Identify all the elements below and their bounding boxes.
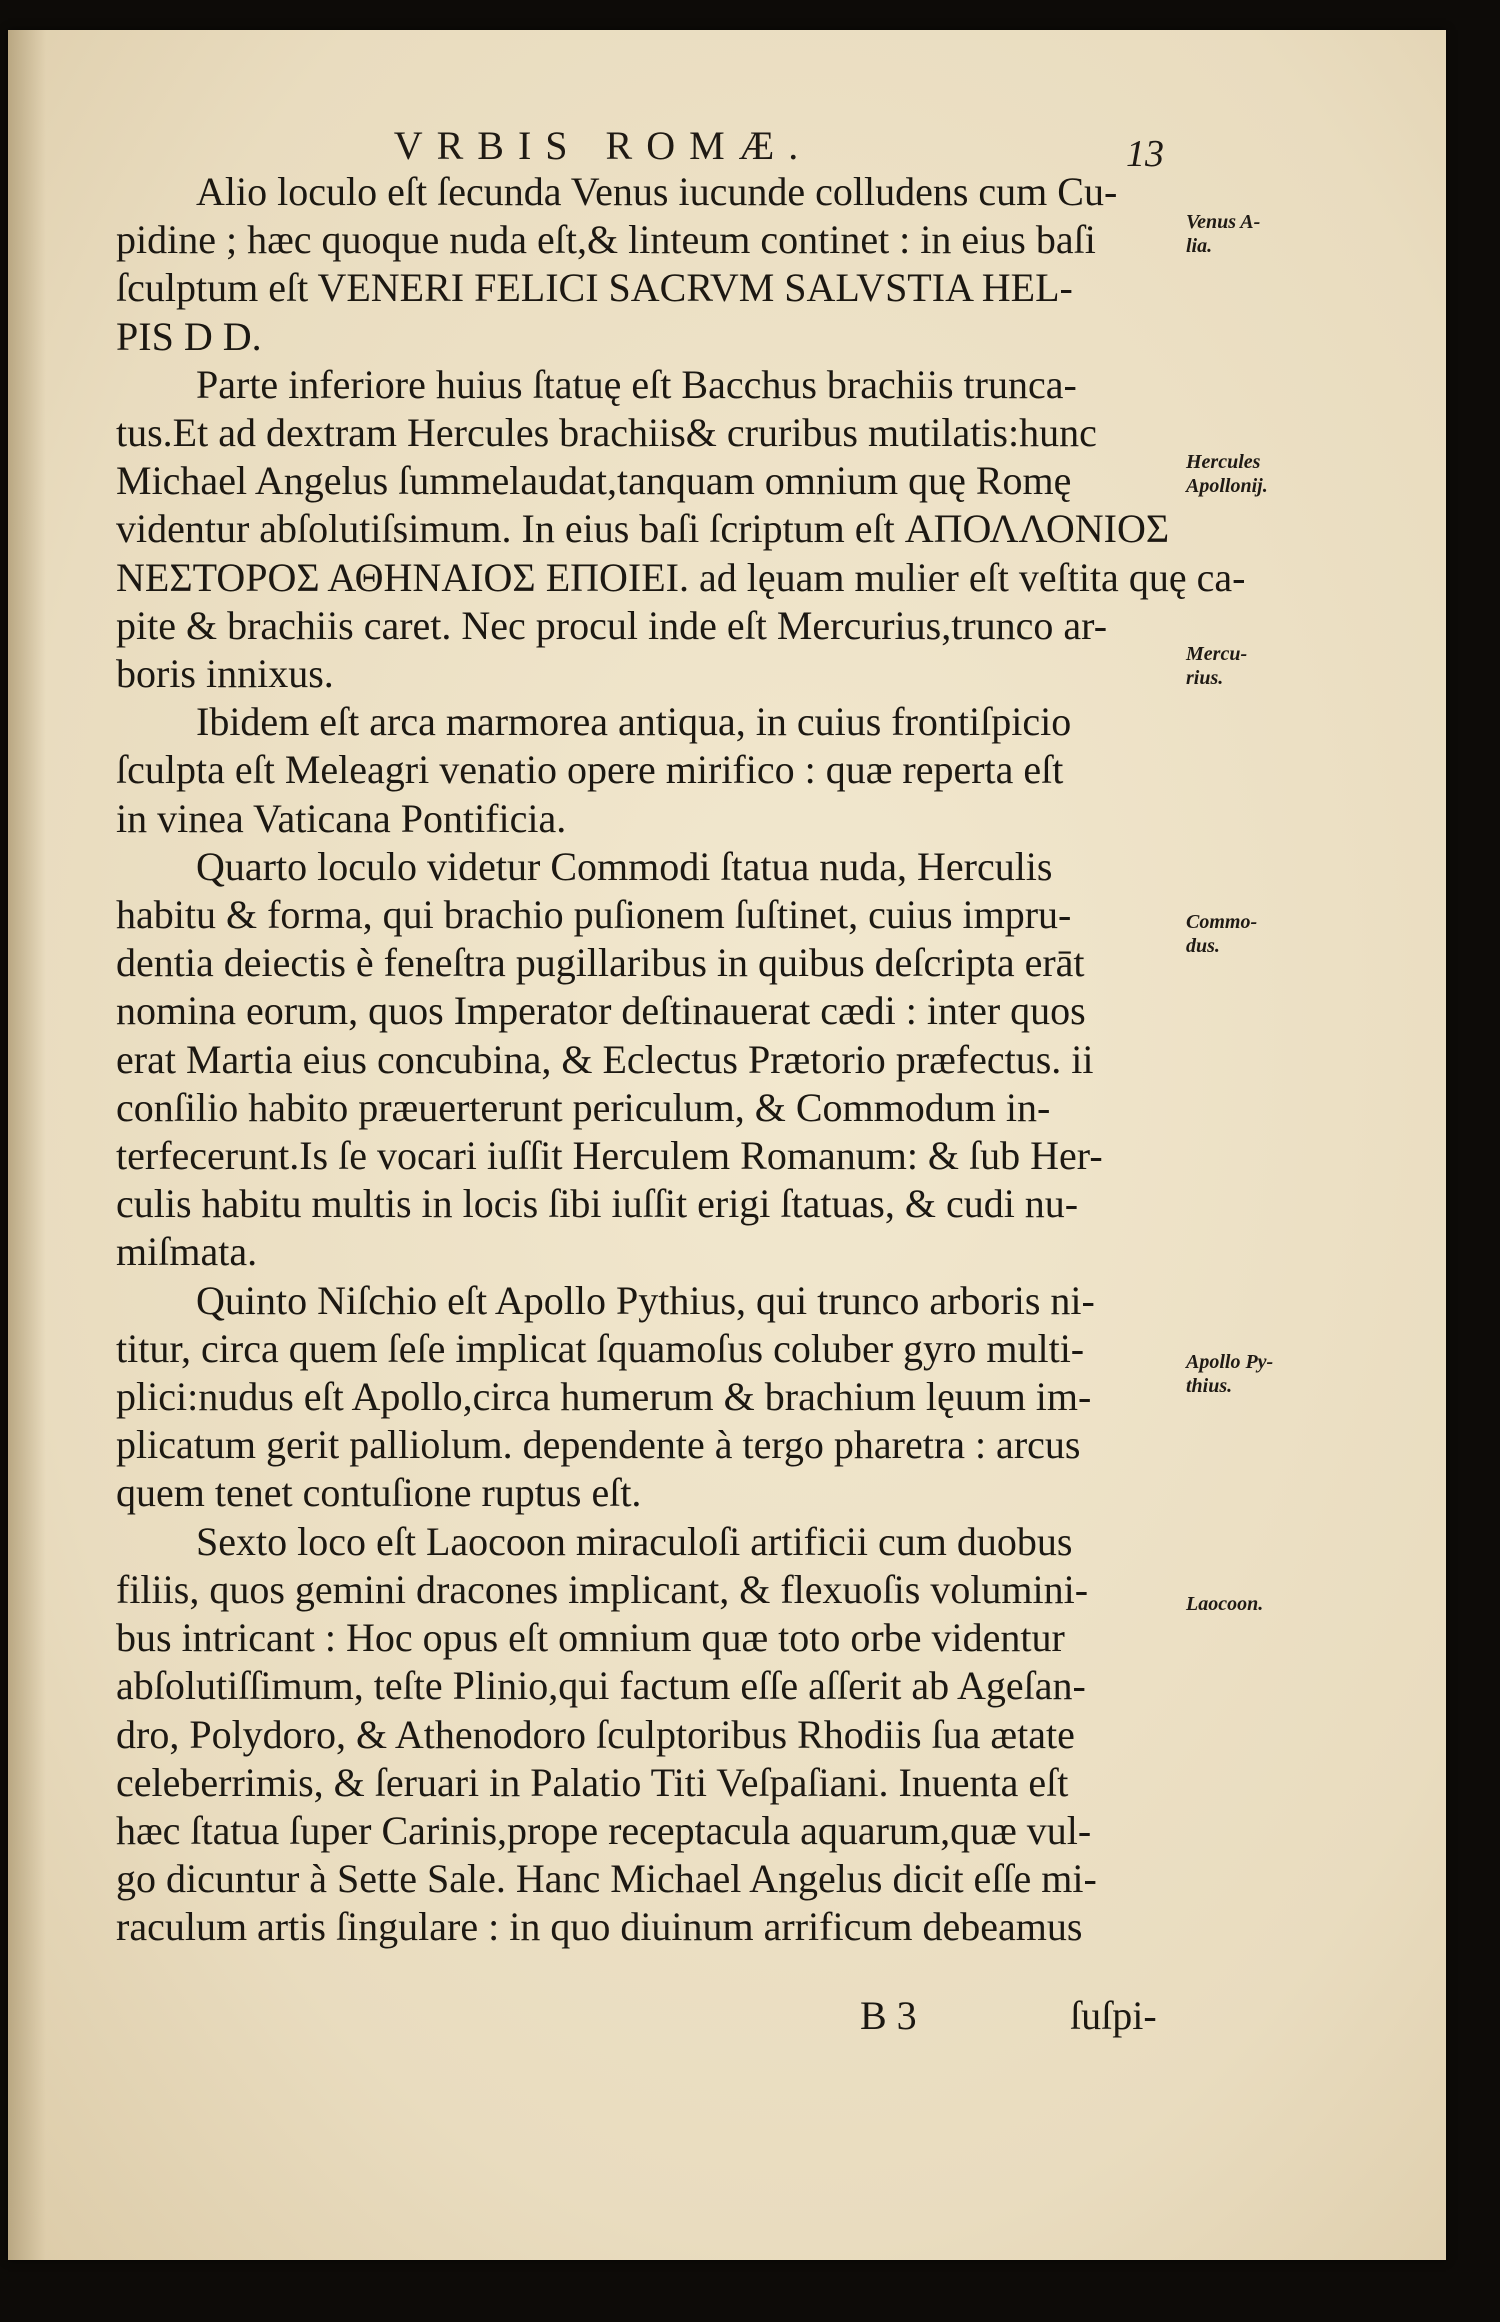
text-line: pidine ; hæc quoque nuda eſt,& linteum continet : in eius baſi <box>116 217 1096 263</box>
text-line: go dicuntur à Sette Sale. Hanc Michael Angelus dicit eſſe mi- <box>116 1856 1097 1902</box>
text-line: celeberrimis, & ſeruari in Palatio Titi Veſpaſiani. Inuenta eſt <box>116 1759 1069 1805</box>
text-line: ſculptum eſt VENERI FELICI SACRVM SALVSTIA HEL- <box>116 265 1073 311</box>
text-line: quem tenet contuſione ruptus eſt. <box>116 1470 642 1516</box>
text-line: ſculpta eſt Meleagri venatio opere mirifico : quæ reperta eſt <box>116 747 1064 793</box>
text-line: ΝΕΣΤΟΡΟΣ ΑΘΗΝΑΙΟΣ ΕΠΟΙΕΙ. ad lęuam mulier eſt veſtita quę ca- <box>116 554 1246 600</box>
margin-note-venus: Venus A- lia. <box>1186 211 1261 257</box>
text-line: raculum artis ſingulare : in quo diuinum arrificum debeamus <box>116 1904 1083 1950</box>
signature-mark: B 3 <box>860 1993 917 2038</box>
text-line: terfecerunt.Is ſe vocari iuſſit Herculem Romanum: & ſub Her- <box>116 1133 1103 1179</box>
text-line: dentia deiectis è feneſtra pugillaribus in quibus deſcripta erāt <box>116 940 1085 986</box>
text-line: Michael Angelus ſummelaudat,tanquam omnium quę Romę <box>116 458 1072 504</box>
text-line: Alio loculo eſt ſecunda Venus iucunde colludens cum Cu- <box>196 169 1118 214</box>
paragraph-laocoon <box>116 1518 1178 1952</box>
text-line: nomina eorum, quos Imperator deſtinauerat cædi : inter quos <box>116 988 1086 1034</box>
text-line: Parte inferiore huius ſtatuę eſt Bacchus brachiis trunca- <box>196 361 1077 407</box>
text-line: hæc ſtatua ſuper Carinis,prope receptacula aquarum,quæ vul- <box>116 1807 1092 1853</box>
text-line: bus intricant : Hoc opus eſt omnium quæ toto orbe videntur <box>116 1615 1065 1661</box>
book-page <box>8 30 1446 2260</box>
text-line: abſolutiſſimum, teſte Plinio,qui factum eſſe aſſerit ab Ageſan- <box>116 1663 1086 1709</box>
text-line: pite & brachiis caret. Nec procul inde eſt Mercurius,trunco ar- <box>116 602 1108 648</box>
text-line: plici:nudus eſt Apollo,circa humerum & brachium lęuum im- <box>116 1374 1092 1420</box>
margin-note-laocoon: Laocoon. <box>1186 1593 1264 1615</box>
text-line: Sexto loco eſt Laocoon miraculoſi artificii cum duobus <box>196 1518 1073 1564</box>
paragraph-venus <box>116 168 1178 361</box>
text-line: boris innixus. <box>116 651 334 697</box>
text-line: Quinto Niſchio eſt Apollo Pythius, qui trunco arboris ni- <box>196 1277 1095 1323</box>
margin-note-apollo-pythius: Apollo Py- thius. <box>1186 1351 1274 1397</box>
running-head: VRBIS ROMÆ. <box>393 123 813 168</box>
margin-note-hercules: Hercules Apollonij. <box>1186 451 1268 497</box>
catchword: ſuſpi- <box>1070 1993 1157 2038</box>
text-line: Quarto loculo videtur Commodi ſtatua nuda, Herculis <box>196 843 1053 889</box>
text-line: conſilio habito præuerterunt periculum, & Commodum in- <box>116 1084 1051 1130</box>
folio-number: 13 <box>1126 133 1164 175</box>
paragraph-meleager <box>116 698 1178 843</box>
text-line: videntur abſolutiſsimum. In eius baſi ſcriptum eſt ΑΠΟΛΛΟΝΙΟΣ <box>116 506 1170 552</box>
paragraph-apollo-pythius <box>116 1277 1178 1518</box>
text-line: dro, Polydoro, & Athenodoro ſculptoribus Rhodiis ſua ætate <box>116 1711 1075 1757</box>
text-line: erat Martia eius concubina, & Eclectus Prætorio præfectus. ii <box>116 1036 1094 1082</box>
text-line: miſmata. <box>116 1229 258 1275</box>
text-line: in vinea Vaticana Pontificia. <box>116 795 567 841</box>
text-line: filiis, quos gemini dracones implicant, & flexuoſis volumini- <box>116 1566 1089 1612</box>
text-line: habitu & forma, qui brachio puſionem ſuſtinet, cuius impru- <box>116 892 1072 938</box>
margin-note-commodus: Commo- dus. <box>1186 911 1258 957</box>
text-line: titur, circa quem ſeſe implicat ſquamoſus coluber gyro multi- <box>116 1325 1085 1371</box>
paragraph-commodus <box>116 843 1178 1277</box>
margin-note-mercurius: Mercu- rius. <box>1186 643 1248 689</box>
text-line: culis habitu multis in locis ſibi iuſſit erigi ſtatuas, & cudi nu- <box>116 1181 1079 1227</box>
text-line: PIS D D. <box>116 313 262 359</box>
text-line: Ibidem eſt arca marmorea antiqua, in cuius frontiſpicio <box>196 699 1072 745</box>
text-line: tus.Et ad dextram Hercules brachiis& cruribus mutilatis:hunc <box>116 410 1097 456</box>
text-line: plicatum gerit palliolum. dependente à tergo pharetra : arcus <box>116 1422 1081 1468</box>
